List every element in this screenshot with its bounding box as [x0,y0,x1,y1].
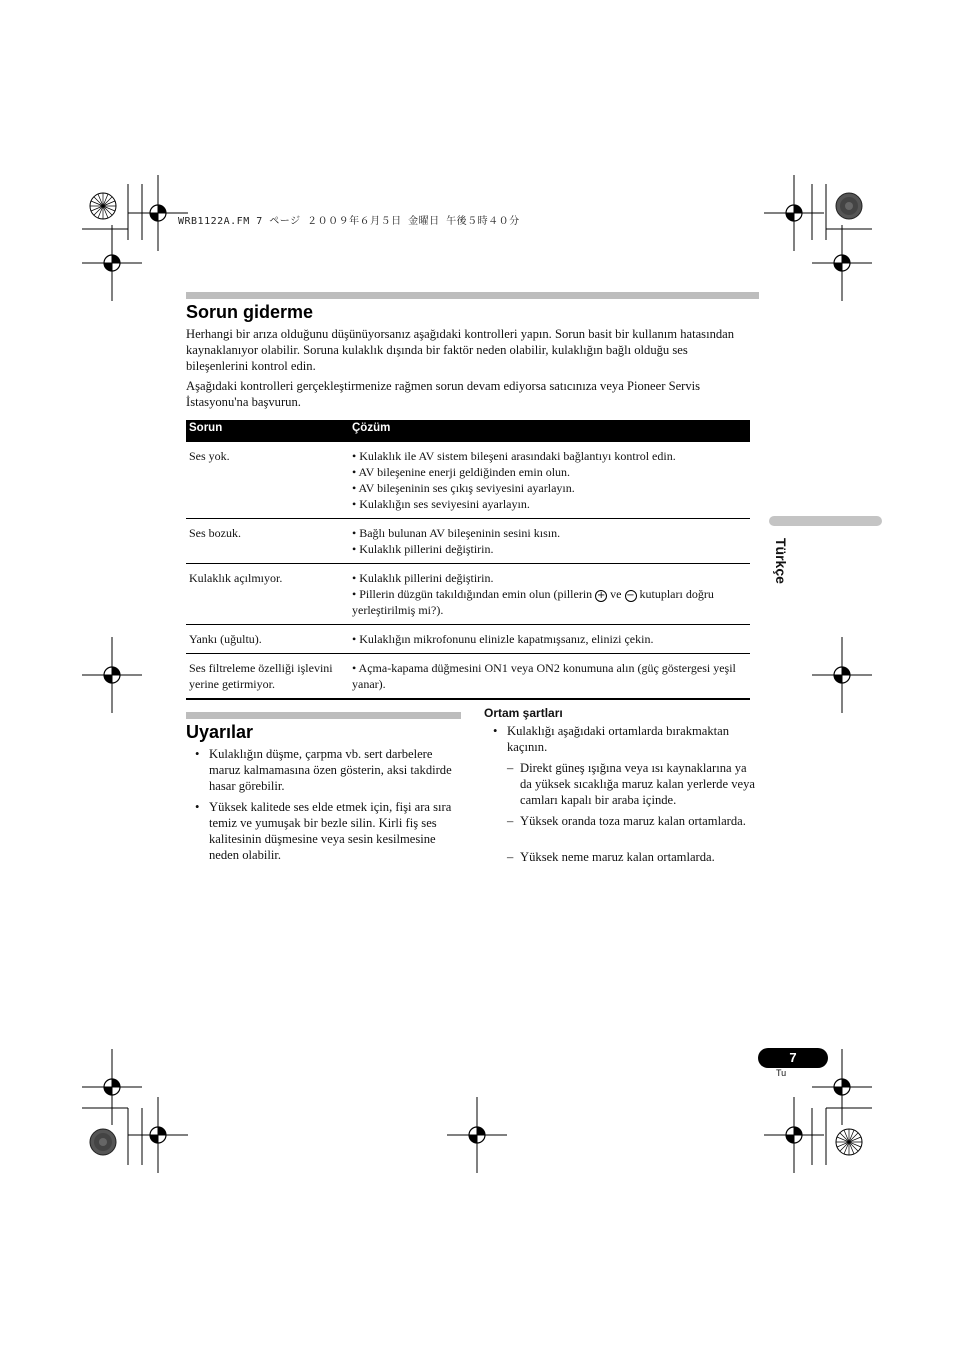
solution-text: ve [610,587,622,601]
troubleshooting-table [186,420,750,700]
section-divider [186,712,461,719]
bullet-icon: • [195,800,200,814]
solution-item: • AV bileşenine enerji geldiğinden emin olun. [352,465,571,479]
table-row [186,654,750,700]
problem-cell: Ses filtreleme özelliği işlevini yerine getirmiyor. [186,654,349,700]
contact-paragraph: Aşağıdaki kontrolleri gerçekleştirmenize rağmen sorun devam ediyorsa satıcınıza veya Pioneer Servis İstasyonu'na başvurun. [186,379,701,409]
table-row [186,625,750,654]
solution-item [352,586,747,618]
environment-subitem: Yüksek neme maruz kalan ortamlarda. [520,850,715,864]
warning-item: Yüksek kalitede ses elde etmek için, fişi ara sıra temiz ve yumuşak bir bezle silin. Kirli fiş ses kalitesinin düşmesine veya sesin kesilmesine neden olabilir. [209,800,452,862]
section-divider [186,292,759,299]
subsection-title-environment: Ortam şartları [484,706,563,720]
table-row [186,519,750,564]
table-row [186,564,750,625]
minus-pole-icon: − [626,590,635,601]
solution-item: • Kulaklığın mikrofonunu elinizle kapatmışsanız, elinizi çekin. [352,632,654,646]
column-header-solution: Çözüm [349,420,750,442]
environment-subitem: Yüksek oranda toza maruz kalan ortamlarda. [520,814,746,828]
warning-item: Kulaklığın düşme, çarpma vb. sert darbelere maruz kalmamasına özen gösterin, aksi takdirde hasar görebilir. [209,747,452,793]
solution-item: • Açma-kapama düğmesini ON1 veya ON2 konumuna alın (güç göstergesi yeşil yanar). [352,661,736,691]
dash-icon: – [507,850,514,864]
solution-item: • Bağlı bulunan AV bileşeninin sesini kısın. [352,526,561,540]
table-row [186,442,750,519]
language-code: Tu [776,1068,787,1078]
dash-icon: – [507,761,514,775]
solution-text: kutupları doğru yerleştirilmiş mi?). [352,587,714,617]
section-title-troubleshooting: Sorun giderme [186,302,314,322]
solution-cell [349,519,750,564]
environment-item: Kulaklığı aşağıdaki ortamlarda bırakmaktan kaçının. [507,724,730,754]
solution-cell [349,625,750,654]
solution-cell [349,564,750,625]
solution-cell [349,442,750,519]
solution-text: • Pillerin düzgün takıldığından emin olun (pillerin [352,587,593,601]
language-label: Türkçe [773,538,789,584]
plus-pole-icon: + [596,590,606,601]
solution-item: • Kulaklık pillerini değiştirin. [352,571,494,585]
solution-item: • Kulaklık pillerini değiştirin. [352,542,494,556]
table-header-row [186,420,750,442]
environment-subitem: Direkt güneş ışığına veya ısı kaynaklarına ya da yüksek sıcaklığa maruz kalan yerlerde veya camları kapalı bir araba içinde. [520,761,755,807]
column-header-problem: Sorun [186,420,349,442]
section-title-warnings: Uyarılar [186,722,254,742]
solution-cell [349,654,750,700]
solution-item: • Kulaklık ile AV sistem bileşeni arasındaki bağlantıyı kontrol edin. [352,449,676,463]
bullet-icon: • [493,724,498,738]
file-header-line: WRB1122A.FM 7 ページ ２００９年６月５日 金曜日 午後５時４０分 [178,216,520,227]
solution-item: • Kulaklığın ses seviyesini ayarlayın. [352,497,530,511]
problem-cell: Ses yok. [186,442,349,519]
problem-cell: Ses bozuk. [186,519,349,564]
page-number: 7 [758,1048,828,1068]
problem-cell: Yankı (uğultu). [186,625,349,654]
bullet-icon: • [195,747,200,761]
language-tab [769,516,882,526]
intro-paragraph: Herhangi bir arıza olduğunu düşünüyorsanız aşağıdaki kontrolleri yapın. Sorun basit bir kullanım hatasından kaynaklanıyor olabilir. Soruna kulaklık dışında bir faktör neden olabilir, kulaklığın bağlı olduğu ses bileşenlerini kontrol edin. [186,327,735,373]
solution-item: • AV bileşeninin ses çıkış seviyesini ayarlayın. [352,481,575,495]
problem-cell: Kulaklık açılmıyor. [186,564,349,625]
dash-icon: – [507,814,514,828]
